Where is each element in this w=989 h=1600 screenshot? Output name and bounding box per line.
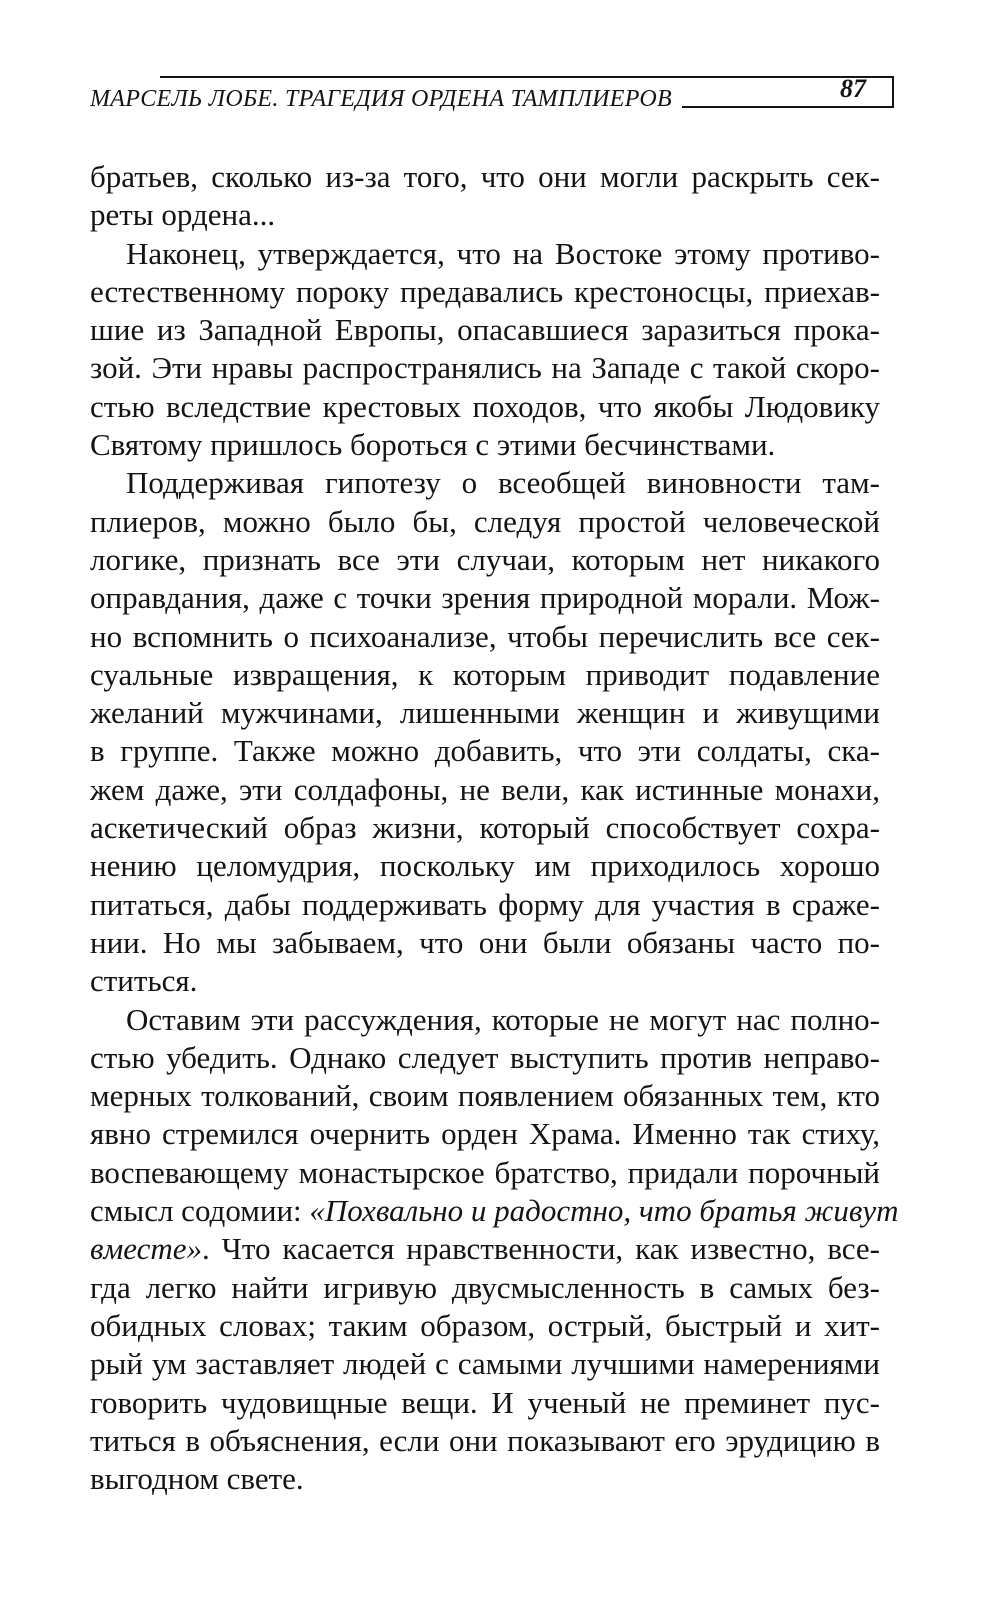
text-line: титься в объяснения, если они показывают его эрудицию в	[90, 1422, 880, 1458]
text-line: плиеров, можно было бы, следуя простой человеческой	[90, 503, 880, 539]
text-line: гда легко найти игривую двусмысленность в самых без-	[90, 1269, 880, 1305]
text-line: желаний мужчинами, лишенными женщин и живущими	[90, 695, 880, 731]
text-line: стью вследствие крестовых походов, что якобы Людовику	[90, 388, 880, 424]
text-line: но вспомнить о психоанализе, чтобы перечислить все сек-	[90, 618, 880, 654]
running-header	[90, 60, 880, 114]
text-line: Оставим эти рассуждения, которые не могут нас полно-	[126, 1001, 880, 1037]
text-line: зой. Эти нравы распространялись на Западе с такой скоро-	[90, 350, 880, 386]
paragraph-2	[90, 235, 880, 465]
page-number: 87	[840, 74, 866, 103]
text-fragment: смысл содомии:	[90, 1193, 310, 1229]
text-line: рый ум заставляет людей с самыми лучшими намерениями	[90, 1346, 880, 1382]
text-line: оправдания, даже с точки зрения природной морали. Мож-	[90, 580, 880, 616]
running-header-title: МАРСЕЛЬ ЛОБЕ. ТРАГЕДИЯ ОРДЕНА ТАМПЛИЕРОВ	[90, 86, 672, 112]
header-rule-tick	[892, 76, 894, 107]
text-line: Наконец, утверждается, что на Востоке этому противо-	[126, 235, 880, 271]
text-line: мерных толкований, своим появлением обязанных тем, кто	[90, 1078, 880, 1114]
text-fragment: . Что касается нравственности, как известно, все-	[202, 1231, 880, 1267]
text-line: нии. Но мы забываем, что они были обязаны часто по-	[90, 924, 880, 960]
text-line: реты ордена...	[90, 197, 276, 233]
text-line: ститься.	[90, 963, 198, 999]
header-rule-top	[160, 76, 894, 78]
text-line: жем даже, эти солдафоны, не вели, как истинные монахи,	[90, 771, 880, 807]
paragraph-1	[90, 158, 880, 235]
text-line: братьев, сколько из-за того, что они могли раскрыть сек-	[90, 159, 880, 194]
quotation: вместе»	[90, 1231, 202, 1267]
text-line: Святому пришлось бороться с этими бесчинствами.	[90, 427, 776, 463]
text-line: обидных словах; таким образом, острый, быстрый и хит-	[90, 1307, 880, 1343]
text-line: питаться, дабы поддерживать форму для участия в сраже-	[90, 886, 880, 922]
book-page	[90, 60, 899, 1498]
text-line: Поддерживая гипотезу о всеобщей виновности там-	[126, 465, 880, 501]
text-line: в группе. Также можно добавить, что эти солдаты, ска-	[90, 733, 880, 769]
text-line: нению целомудрия, поскольку им приходилось хорошо	[90, 848, 880, 884]
text-line: аскетический образ жизни, который способствует сохра-	[90, 810, 880, 846]
text-line: шие из Западной Европы, опасавшиеся заразиться прока-	[90, 312, 880, 348]
text-line: стью убедить. Однако следует выступить против неправо-	[90, 1039, 880, 1075]
page-number-rule	[838, 106, 882, 108]
text-line: естественному пороку предавались крестоносцы, приехав-	[90, 273, 880, 309]
text-line: воспевающему монастырское братство, придали порочный	[90, 1154, 880, 1190]
quotation: «Похвально и радостно, что братья живут	[309, 1193, 899, 1229]
text-line: говорить чудовищные вещи. И ученый не преминет пус-	[90, 1384, 880, 1420]
text-line: выгодном свете.	[90, 1461, 304, 1497]
text-line-with-quote	[90, 1230, 880, 1268]
text-line: суальные извращения, к которым приводит подавление	[90, 656, 880, 692]
body-text	[90, 158, 899, 1498]
paragraph-3	[90, 464, 880, 1000]
text-line-with-quote	[90, 1192, 899, 1230]
text-line: логике, признать все эти случаи, которым нет никакого	[90, 541, 880, 577]
paragraph-4	[90, 1001, 899, 1499]
text-line: явно стремился очернить орден Храма. Именно так стиху,	[90, 1116, 880, 1152]
